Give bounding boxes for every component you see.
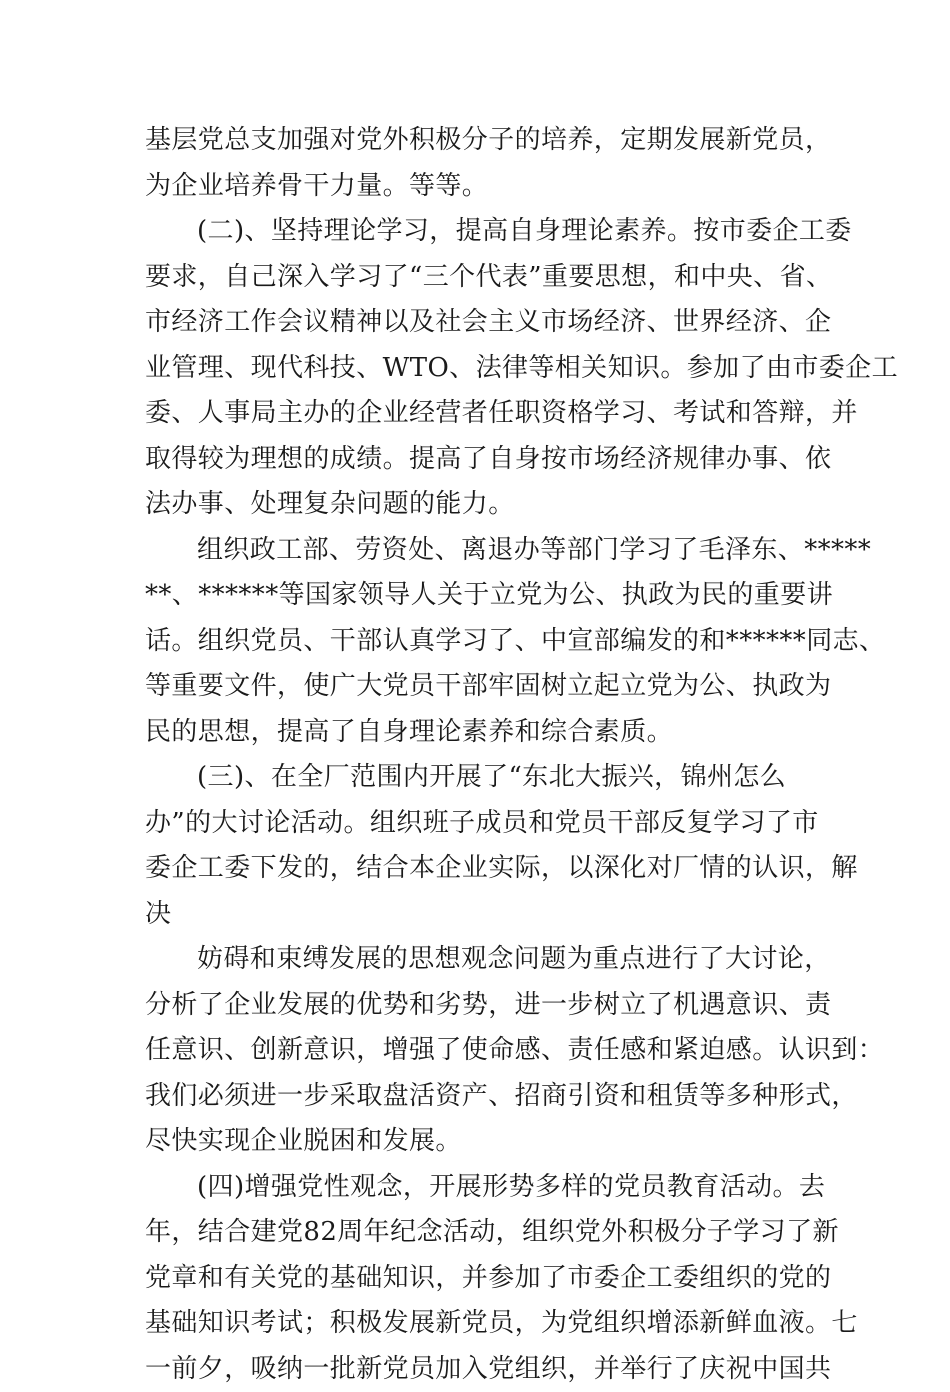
text-line: 要求，自己深入学习了“三个代表”重要思想，和中央、省、 — [145, 255, 835, 301]
text-line: (三)、在全厂范围内开展了“东北大振兴，锦州怎么 — [145, 755, 835, 801]
text-line: 办”的大讨论活动。组织班子成员和党员干部反复学习了市 — [145, 801, 835, 847]
text-line: 分析了企业发展的优势和劣势，进一步树立了机遇意识、责 — [145, 983, 835, 1029]
text-line: 尽快实现企业脱困和发展。 — [145, 1119, 835, 1165]
text-line: 等重要文件，使广大党员干部牢固树立起立党为公、执政为 — [145, 664, 835, 710]
text-line: (二)、坚持理论学习，提高自身理论素养。按市委企工委 — [145, 209, 835, 255]
text-line: 市经济工作会议精神以及社会主义市场经济、世界经济、企 — [145, 300, 835, 346]
text-line: 取得较为理想的成绩。提高了自身按市场经济规律办事、依 — [145, 437, 835, 483]
text-line: 为企业培养骨干力量。等等。 — [145, 164, 835, 210]
text-line: 妨碍和束缚发展的思想观念问题为重点进行了大讨论， — [145, 937, 835, 983]
text-line: 一前夕，吸纳一批新党员加入党组织，并举行了庆祝中国共 — [145, 1347, 835, 1392]
text-line: 基础知识考试；积极发展新党员，为党组织增添新鲜血液。七 — [145, 1301, 835, 1347]
text-line: 年，结合建党82周年纪念活动，组织党外积极分子学习了新 — [145, 1210, 835, 1256]
text-line: 基层党总支加强对党外积极分子的培养，定期发展新党员， — [145, 118, 835, 164]
text-line: 决 — [145, 892, 835, 938]
text-line: 党章和有关党的基础知识，并参加了市委企工委组织的党的 — [145, 1256, 835, 1302]
document-body — [145, 118, 835, 1392]
text-line: (四)增强党性观念，开展形势多样的党员教育活动。去 — [145, 1165, 835, 1211]
text-line: 我们必须进一步采取盘活资产、招商引资和租赁等多种形式， — [145, 1074, 835, 1120]
text-line: 组织政工部、劳资处、离退办等部门学习了毛泽东、***** — [145, 528, 835, 574]
text-line: 民的思想，提高了自身理论素养和综合素质。 — [145, 710, 835, 756]
text-line: 任意识、创新意识，增强了使命感、责任感和紧迫感。认识到： — [145, 1028, 835, 1074]
text-line: 法办事、处理复杂问题的能力。 — [145, 482, 835, 528]
text-line: **、******等国家领导人关于立党为公、执政为民的重要讲 — [145, 573, 835, 619]
text-line: 委企工委下发的，结合本企业实际，以深化对厂情的认识，解 — [145, 846, 835, 892]
text-line: 业管理、现代科技、WTO、法律等相关知识。参加了由市委企工 — [145, 346, 835, 392]
text-line: 委、人事局主办的企业经营者任职资格学习、考试和答辩，并 — [145, 391, 835, 437]
text-line: 话。组织党员、干部认真学习了、中宣部编发的和******同志、 — [145, 619, 835, 665]
